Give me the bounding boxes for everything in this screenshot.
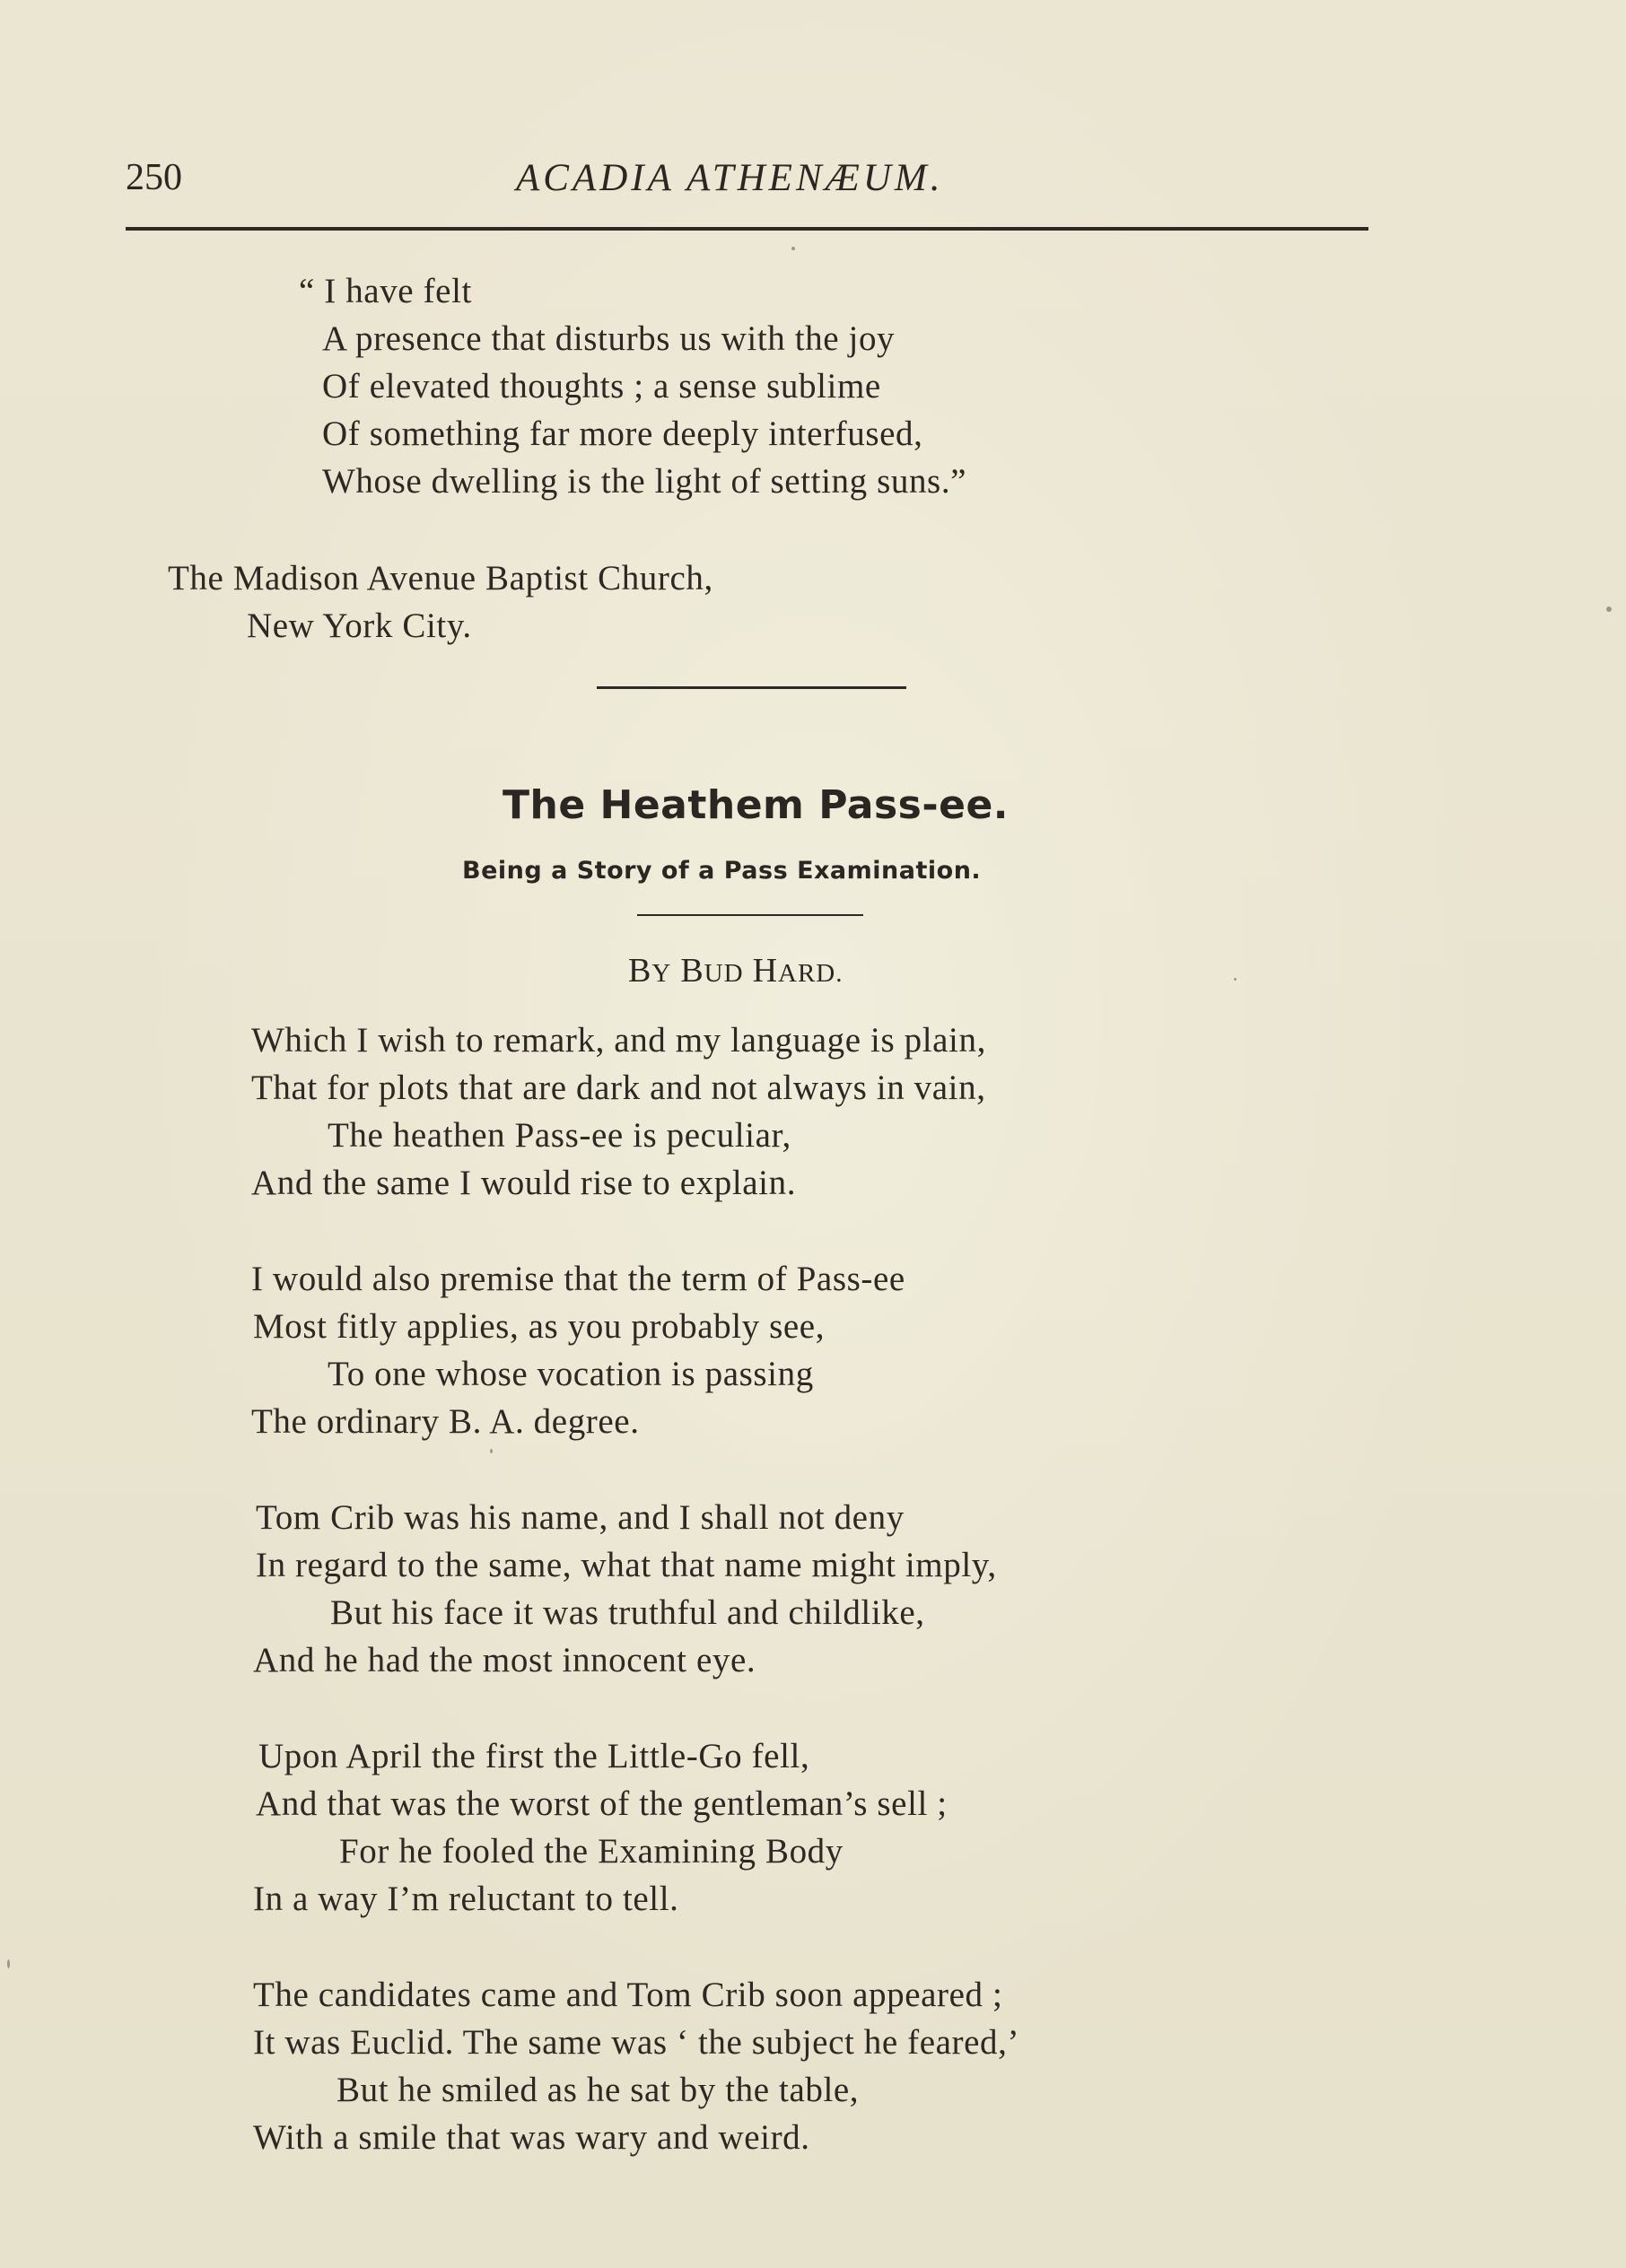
verse-line: And that was the worst of the gentleman’s sell ; (256, 1784, 948, 1823)
verse-line: Upon April the first the Little-Go fell, (258, 1737, 810, 1775)
epigraph-line: Whose dwelling is the light of setting suns.” (322, 462, 967, 501)
signature-line: The Madison Avenue Baptist Church, (168, 559, 713, 598)
verse-line: For he fooled the Examining Body (339, 1832, 844, 1871)
verse-line: The candidates came and Tom Crib soon appeared ; (253, 1976, 1003, 2014)
verse-line: But he smiled as he sat by the table, (337, 2071, 860, 2109)
verse-line: The heathen Pass-ee is peculiar, (328, 1116, 791, 1155)
subtitle-rule (637, 914, 863, 916)
scan-speck (490, 1449, 493, 1453)
verse-line: The ordinary B. A. degree. (251, 1402, 640, 1441)
verse-line: But his face it was truthful and childlike, (330, 1593, 925, 1632)
header-rule (126, 227, 1368, 231)
epigraph-line: A presence that disturbs us with the joy (322, 319, 896, 358)
byline-initial: B (680, 952, 704, 990)
byline-initial: H (752, 952, 779, 990)
verse-line: Tom Crib was his name, and I shall not deny (256, 1498, 905, 1537)
verse-line: And the same I would rise to explain. (251, 1164, 797, 1202)
running-head: ACADIA ATHENÆUM. (516, 157, 944, 199)
verse-line: That for plots that are dark and not always in vain, (251, 1069, 986, 1107)
page-number: 250 (126, 157, 182, 198)
verse-line: It was Euclid. The same was ‘ the subject he feared,’ (253, 2023, 1020, 2062)
scan-speck (1606, 606, 1612, 612)
byline (628, 954, 844, 988)
byline-smallcaps: UD (704, 959, 744, 988)
verse-line: In regard to the same, what that name might imply, (256, 1546, 997, 1584)
byline-smallcaps: ARD. (778, 959, 844, 988)
verse-line: Which I wish to remark, and my language is plain, (251, 1021, 986, 1060)
scan-speck (1234, 978, 1237, 981)
poem-subtitle: Being a Story of a Pass Examination. (462, 857, 982, 885)
byline-initial: B (628, 952, 652, 990)
verse-line: With a smile that was wary and weird. (253, 2118, 810, 2157)
epigraph-line: Of elevated thoughts ; a sense sublime (322, 367, 881, 406)
verse-line: Most fitly applies, as you probably see, (253, 1307, 826, 1346)
epigraph-line: Of something far more deeply interfused, (322, 414, 923, 453)
epigraph-line: “ I have felt (299, 272, 472, 310)
byline-smallcaps: Y (651, 959, 672, 988)
section-divider (597, 686, 906, 689)
poem-title: The Heathem Pass-ee. (503, 782, 1010, 828)
scan-speck (791, 247, 795, 250)
verse-line: In a way I’m reluctant to tell. (253, 1880, 679, 1918)
scan-speck (7, 1959, 10, 1968)
verse-line: And he had the most innocent eye. (253, 1641, 756, 1679)
verse-line: I would also premise that the term of Pass-ee (251, 1260, 905, 1298)
signature-line: New York City. (247, 606, 472, 645)
verse-line: To one whose vocation is passing (328, 1355, 814, 1393)
